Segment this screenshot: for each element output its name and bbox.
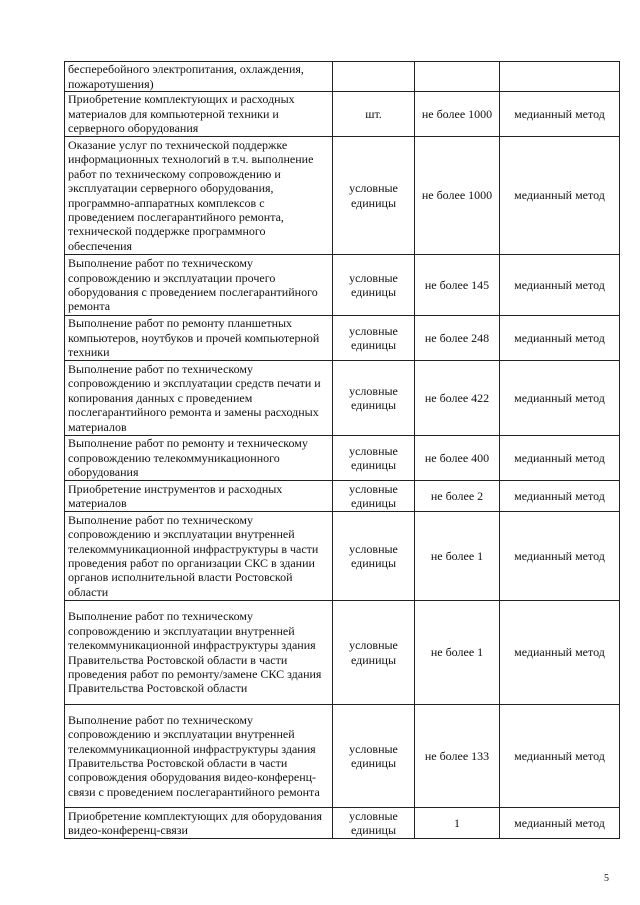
table-row (65, 255, 620, 316)
item-name-cell: Выполнение работ по техническому сопровождению и эксплуатации внутренней телекоммуникационной инфраструктуры здания Правительства Ростовской области в части сопровождения оборудования видео-конференц-связи с проведением послегарантийного ремонта (65, 705, 333, 808)
unit-cell: условные единицы (333, 481, 415, 512)
table-row (65, 92, 620, 137)
quantity-cell: не более 400 (415, 436, 500, 481)
unit-cell: условные единицы (333, 808, 415, 839)
unit-cell (333, 62, 415, 92)
table-row (65, 436, 620, 481)
quantity-cell (415, 62, 500, 92)
table-row (65, 137, 620, 255)
quantity-cell: не более 145 (415, 255, 500, 316)
unit-cell: условные единицы (333, 255, 415, 316)
table-row (65, 601, 620, 705)
quantity-cell: не более 1 (415, 601, 500, 705)
method-cell: медианный метод (500, 481, 620, 512)
item-name-cell: Выполнение работ по техническому сопровождению и эксплуатации средств печати и копирования данных с проведением послегарантийного ремонта и замены расходных материалов (65, 361, 333, 436)
table-row (65, 361, 620, 436)
item-name-cell: Выполнение работ по техническому сопровождению и эксплуатации прочего оборудования с проведением послегарантийного ремонта (65, 255, 333, 316)
item-name-cell: Приобретение комплектующих для оборудования видео-конференц-связи (65, 808, 333, 839)
quantity-cell: 1 (415, 808, 500, 839)
item-name-cell: Выполнение работ по техническому сопровождению и эксплуатации внутренней телекоммуникационной инфраструктуры в части проведения работ по организации СКС в здании органов исполнительной власти Ростовской области (65, 512, 333, 601)
method-cell: медианный метод (500, 137, 620, 255)
method-cell: медианный метод (500, 92, 620, 137)
method-cell: медианный метод (500, 705, 620, 808)
unit-cell: условные единицы (333, 137, 415, 255)
method-cell (500, 62, 620, 92)
unit-cell: шт. (333, 92, 415, 137)
unit-cell: условные единицы (333, 705, 415, 808)
quantity-cell: не более 1000 (415, 92, 500, 137)
method-cell: медианный метод (500, 361, 620, 436)
item-name-cell: Выполнение работ по ремонту планшетных компьютеров, ноутбуков и прочей компьютерной техники (65, 316, 333, 361)
quantity-cell: не более 1000 (415, 137, 500, 255)
table-row (65, 512, 620, 601)
quantity-cell: не более 422 (415, 361, 500, 436)
quantity-cell: не более 133 (415, 705, 500, 808)
item-name-cell: Приобретение комплектующих и расходных материалов для компьютерной техники и серверного оборудования (65, 92, 333, 137)
unit-cell: условные единицы (333, 601, 415, 705)
table-row (65, 316, 620, 361)
item-name-cell: Оказание услуг по технической поддержке информационных технологий в т.ч. выполнение работ по техническому сопровождению и эксплуатации серверного оборудования, программно-аппаратных комплексов с проведением послегарантийного ремонта, технической поддержке программного обеспечения (65, 137, 333, 255)
table-row (65, 481, 620, 512)
unit-cell: условные единицы (333, 436, 415, 481)
quantity-cell: не более 248 (415, 316, 500, 361)
page-number: 5 (604, 873, 609, 884)
quantity-cell: не более 1 (415, 512, 500, 601)
procurement-table (64, 61, 620, 839)
unit-cell: условные единицы (333, 361, 415, 436)
table-row (65, 808, 620, 839)
method-cell: медианный метод (500, 512, 620, 601)
method-cell: медианный метод (500, 808, 620, 839)
item-name-cell: бесперебойного электропитания, охлаждения, пожаротушения) (65, 62, 333, 92)
quantity-cell: не более 2 (415, 481, 500, 512)
table-row (65, 62, 620, 92)
item-name-cell: Выполнение работ по техническому сопровождению и эксплуатации внутренней телекоммуникационной инфраструктуры здания Правительства Ростовской области в части проведения работ по ремонту/замене СКС здания Правительства Ростовской области (65, 601, 333, 705)
item-name-cell: Выполнение работ по ремонту и техническому сопровождению телекоммуникационного оборудования (65, 436, 333, 481)
unit-cell: условные единицы (333, 512, 415, 601)
method-cell: медианный метод (500, 436, 620, 481)
table-row (65, 705, 620, 808)
method-cell: медианный метод (500, 601, 620, 705)
method-cell: медианный метод (500, 316, 620, 361)
method-cell: медианный метод (500, 255, 620, 316)
unit-cell: условные единицы (333, 316, 415, 361)
item-name-cell: Приобретение инструментов и расходных материалов (65, 481, 333, 512)
